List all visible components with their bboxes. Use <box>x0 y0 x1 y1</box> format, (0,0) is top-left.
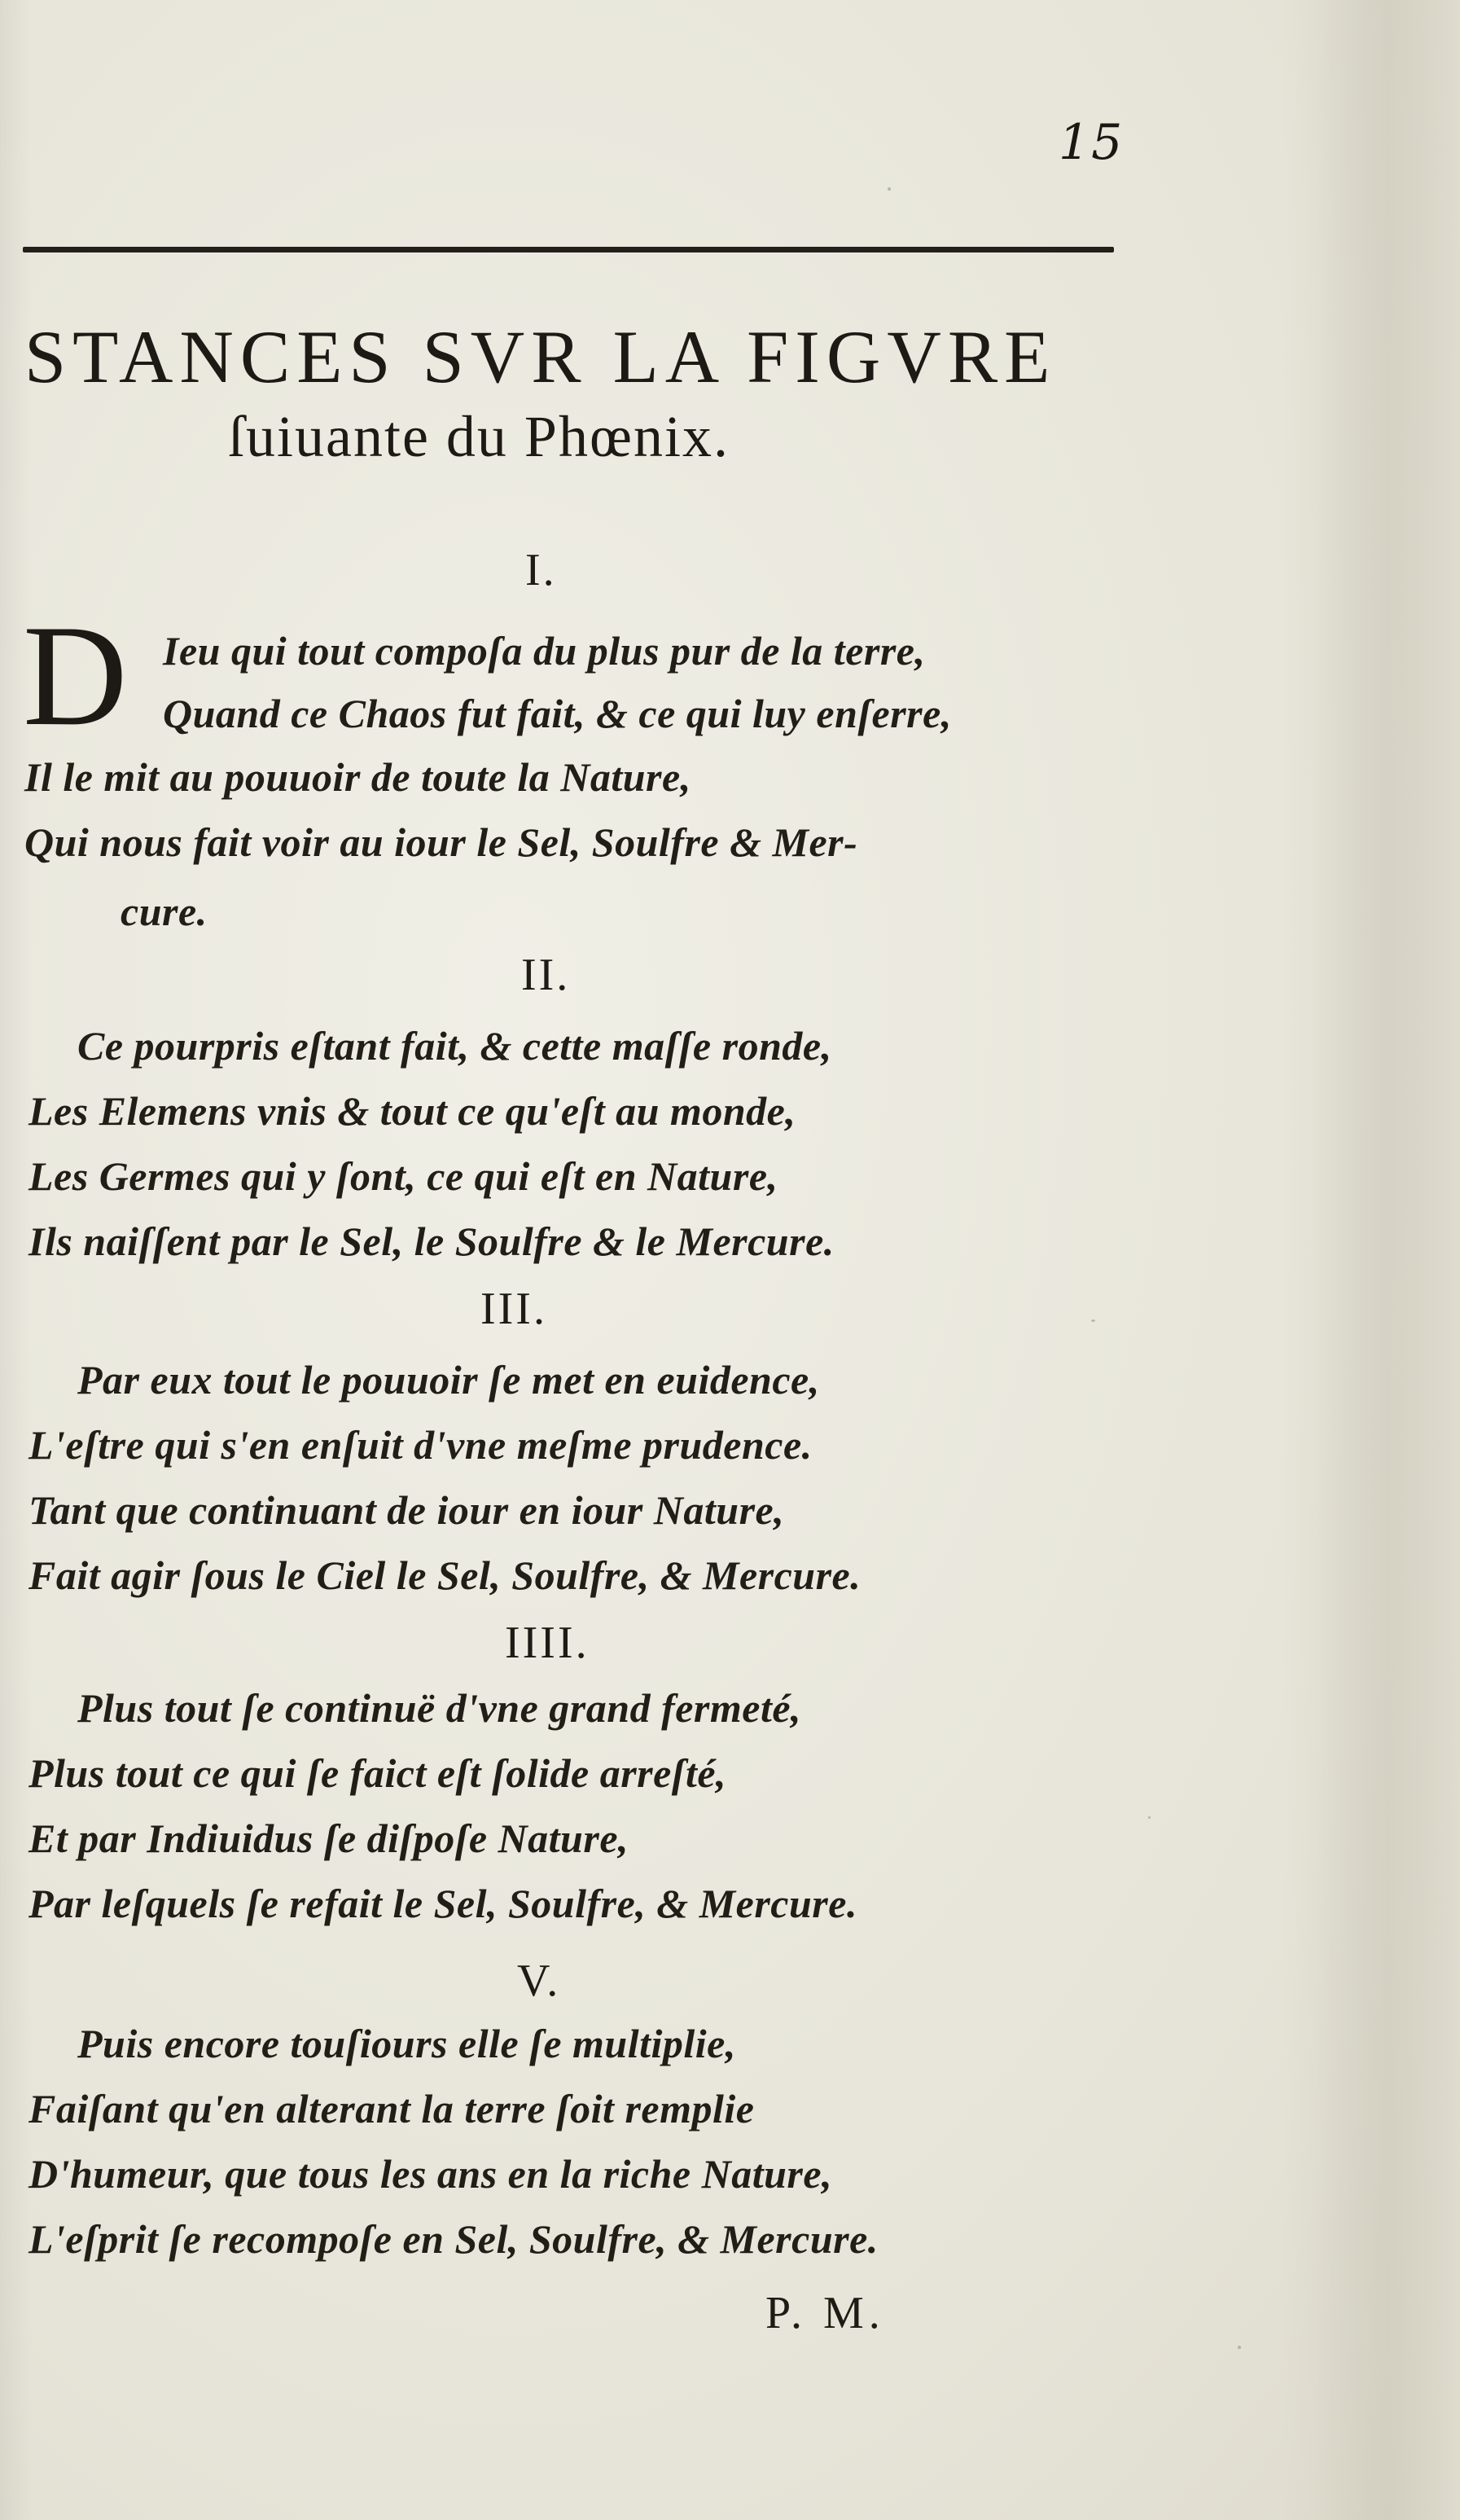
verse-line: Les Germes qui y ſont, ce qui eſt en Nature, <box>28 1153 778 1199</box>
page-title: STANCES SVR LA FIGVRE <box>24 315 1057 398</box>
page-subtitle: ſuiuante du Phœnix. <box>228 404 730 469</box>
verse-line: L'eſtre qui s'en enſuit d'vne meſme prudence. <box>28 1422 813 1468</box>
verse-line: Plus tout ſe continuë d'vne grand fermeté, <box>77 1685 802 1731</box>
verse-line: D'humeur, que tous les ans en la riche Nature, <box>28 2151 833 2197</box>
verse-line: Par eux tout le pouuoir ſe met en euidence, <box>77 1357 820 1403</box>
verse-line: L'eſprit ſe recompoſe en Sel, Soulfre, & Mercure. <box>28 2216 879 2262</box>
stanza-numeral: IIII. <box>505 1618 590 1668</box>
page-number: 15 <box>1059 114 1125 171</box>
verse-line: Fait agir ſous le Ciel le Sel, Soulfre, & Mercure. <box>28 1552 862 1598</box>
verse-line: Puis encore touſiours elle ſe multiplie, <box>77 2021 736 2066</box>
verse-line: Ce pourpris eſtant fait, & cette maſſe ronde, <box>77 1023 832 1069</box>
verse-line: Plus tout ce qui ſe faict eſt ſolide arreſté, <box>28 1750 727 1796</box>
verse-line: Tant que continuant de iour en iour Nature, <box>28 1487 785 1533</box>
paper-speck <box>1148 1816 1151 1819</box>
paper-speck <box>1091 1319 1095 1322</box>
verse-line: Ils naiſſent par le Sel, le Soulfre & le Mercure. <box>28 1218 835 1264</box>
page-edge-shading <box>1281 0 1460 2520</box>
verse-line: Qui nous fait voir au iour le Sel, Soulfre & Mer- <box>24 819 858 865</box>
stanza-numeral: III. <box>480 1284 547 1334</box>
verse-line: Et par Indiuidus ſe diſpoſe Nature, <box>28 1815 629 1861</box>
verse-line: Faiſant qu'en alterant la terre ſoit remplie <box>28 2086 755 2131</box>
header-rule <box>23 247 1114 252</box>
verse-line: Ieu qui tout compoſa du plus pur de la terre, <box>163 628 926 674</box>
stanza-numeral: II. <box>521 950 571 1000</box>
verse-line: Il le mit au pouuoir de toute la Nature, <box>24 754 691 800</box>
verse-line: Les Elemens vnis & tout ce qu'eſt au monde, <box>28 1088 796 1134</box>
verse-line: Par leſquels ſe refait le Sel, Soulfre, & Mercure. <box>28 1881 857 1926</box>
paper-speck <box>888 187 891 191</box>
verse-line: cure. <box>121 889 208 934</box>
drop-cap: D <box>23 595 128 756</box>
author-initials: P. M. <box>765 2288 885 2338</box>
stanza-numeral: V. <box>517 1956 561 2006</box>
verse-line: Quand ce Chaos fut fait, & ce qui luy enſerre, <box>163 691 952 736</box>
paper-speck <box>1238 2346 1241 2349</box>
stanza-numeral: I. <box>525 545 557 595</box>
